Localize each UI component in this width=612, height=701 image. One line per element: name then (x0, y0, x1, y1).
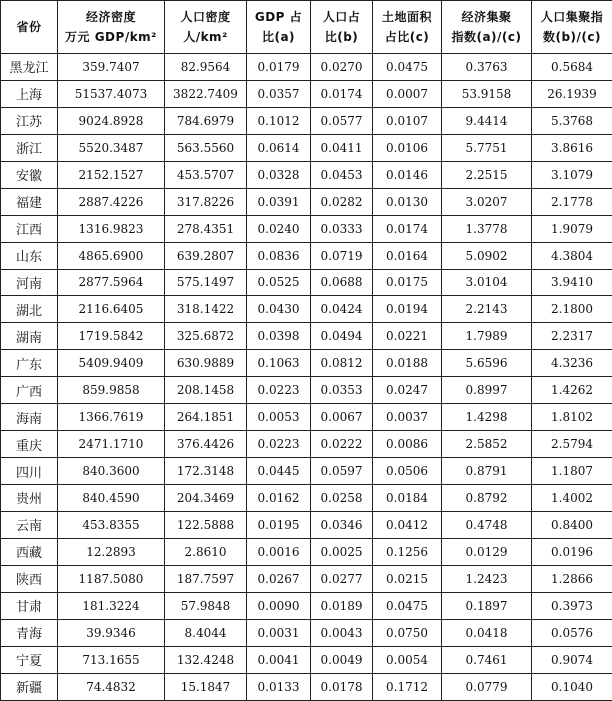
column-header (1, 1, 58, 54)
province-cell: 福建 (1, 188, 58, 215)
table-row (1, 646, 612, 673)
value-cell: 0.0577 (311, 107, 373, 134)
province-cell: 湖南 (1, 323, 58, 350)
value-cell: 5520.3487 (58, 134, 165, 161)
table-row (1, 323, 612, 350)
value-cell: 0.0240 (247, 215, 311, 242)
value-cell: 0.0475 (373, 54, 442, 81)
value-cell: 2.2317 (532, 323, 612, 350)
value-cell: 0.0178 (311, 673, 373, 700)
column-header-line: 比(a) (247, 27, 310, 47)
value-cell: 9.4414 (442, 107, 532, 134)
column-header (165, 1, 247, 54)
value-cell: 0.0453 (311, 161, 373, 188)
province-cell: 湖北 (1, 296, 58, 323)
value-cell: 0.5684 (532, 54, 612, 81)
value-cell: 0.0194 (373, 296, 442, 323)
province-cell: 陕西 (1, 565, 58, 592)
value-cell: 3.1079 (532, 161, 612, 188)
value-cell: 575.1497 (165, 269, 247, 296)
value-cell: 318.1422 (165, 296, 247, 323)
province-cell: 青海 (1, 619, 58, 646)
column-header (58, 1, 165, 54)
value-cell: 5.6596 (442, 350, 532, 377)
value-cell: 1.4298 (442, 404, 532, 431)
value-cell: 208.1458 (165, 377, 247, 404)
value-cell: 453.8355 (58, 511, 165, 538)
value-cell: 5.3768 (532, 107, 612, 134)
value-cell: 5.7751 (442, 134, 532, 161)
province-cell: 江苏 (1, 107, 58, 134)
value-cell: 0.0223 (247, 377, 311, 404)
province-cell: 西藏 (1, 538, 58, 565)
value-cell: 376.4426 (165, 431, 247, 458)
value-cell: 2887.4226 (58, 188, 165, 215)
table-row (1, 511, 612, 538)
value-cell: 0.0221 (373, 323, 442, 350)
column-header-line: 占比(c) (373, 27, 441, 47)
value-cell: 0.0270 (311, 54, 373, 81)
value-cell: 0.0812 (311, 350, 373, 377)
value-cell: 2.5852 (442, 431, 532, 458)
value-cell: 0.0133 (247, 673, 311, 700)
value-cell: 0.0090 (247, 592, 311, 619)
value-cell: 74.4832 (58, 673, 165, 700)
value-cell: 0.0174 (311, 80, 373, 107)
province-cell: 云南 (1, 511, 58, 538)
province-cell: 海南 (1, 404, 58, 431)
table-row (1, 377, 612, 404)
column-header-line: 人/km² (165, 27, 246, 47)
value-cell: 0.0346 (311, 511, 373, 538)
value-cell: 264.1851 (165, 404, 247, 431)
value-cell: 840.4590 (58, 485, 165, 512)
value-cell: 2.8610 (165, 538, 247, 565)
value-cell: 630.9889 (165, 350, 247, 377)
value-cell: 4865.6900 (58, 242, 165, 269)
table-body (1, 54, 612, 701)
value-cell: 3.0207 (442, 188, 532, 215)
province-cell: 宁夏 (1, 646, 58, 673)
value-cell: 1.8102 (532, 404, 612, 431)
table-row (1, 458, 612, 485)
value-cell: 0.0506 (373, 458, 442, 485)
value-cell: 0.0175 (373, 269, 442, 296)
value-cell: 181.3224 (58, 592, 165, 619)
value-cell: 0.0750 (373, 619, 442, 646)
value-cell: 0.0779 (442, 673, 532, 700)
value-cell: 0.1040 (532, 673, 612, 700)
value-cell: 0.0129 (442, 538, 532, 565)
header-row (1, 1, 612, 54)
value-cell: 15.1847 (165, 673, 247, 700)
value-cell: 0.0106 (373, 134, 442, 161)
value-cell: 204.3469 (165, 485, 247, 512)
value-cell: 9024.8928 (58, 107, 165, 134)
column-header-line: 数(b)/(c) (532, 27, 612, 47)
value-cell: 0.0049 (311, 646, 373, 673)
value-cell: 0.0007 (373, 80, 442, 107)
value-cell: 3.0104 (442, 269, 532, 296)
table-header (1, 1, 612, 54)
value-cell: 563.5560 (165, 134, 247, 161)
value-cell: 317.8226 (165, 188, 247, 215)
value-cell: 1.7989 (442, 323, 532, 350)
value-cell: 0.0445 (247, 458, 311, 485)
value-cell: 0.1063 (247, 350, 311, 377)
column-header-line: GDP 占 (247, 7, 310, 27)
value-cell: 2471.1710 (58, 431, 165, 458)
value-cell: 713.1655 (58, 646, 165, 673)
value-cell: 2.1800 (532, 296, 612, 323)
table-row (1, 619, 612, 646)
value-cell: 187.7597 (165, 565, 247, 592)
province-cell: 河南 (1, 269, 58, 296)
value-cell: 3.9410 (532, 269, 612, 296)
table-row (1, 107, 612, 134)
column-header (442, 1, 532, 54)
column-header-line: 人口占 (311, 7, 372, 27)
value-cell: 5409.9409 (58, 350, 165, 377)
table-row (1, 80, 612, 107)
value-cell: 5.0902 (442, 242, 532, 269)
table-row (1, 485, 612, 512)
province-cell: 重庆 (1, 431, 58, 458)
column-header (373, 1, 442, 54)
value-cell: 0.0328 (247, 161, 311, 188)
value-cell: 0.0222 (311, 431, 373, 458)
province-cell: 新疆 (1, 673, 58, 700)
province-cell: 广西 (1, 377, 58, 404)
province-cell: 浙江 (1, 134, 58, 161)
table-row (1, 404, 612, 431)
value-cell: 0.0398 (247, 323, 311, 350)
value-cell: 132.4248 (165, 646, 247, 673)
value-cell: 0.0162 (247, 485, 311, 512)
value-cell: 0.0688 (311, 269, 373, 296)
column-header-line: 人口集聚指 (532, 7, 612, 27)
table-row (1, 188, 612, 215)
column-header (247, 1, 311, 54)
value-cell: 122.5888 (165, 511, 247, 538)
value-cell: 0.0130 (373, 188, 442, 215)
value-cell: 0.0475 (373, 592, 442, 619)
table-row (1, 431, 612, 458)
column-header-line: 经济密度 (58, 7, 164, 27)
value-cell: 0.0836 (247, 242, 311, 269)
value-cell: 4.3236 (532, 350, 612, 377)
table-row (1, 350, 612, 377)
value-cell: 0.0353 (311, 377, 373, 404)
value-cell: 0.0357 (247, 80, 311, 107)
value-cell: 0.1712 (373, 673, 442, 700)
province-cell: 四川 (1, 458, 58, 485)
value-cell: 2.1778 (532, 188, 612, 215)
value-cell: 0.0391 (247, 188, 311, 215)
value-cell: 0.0418 (442, 619, 532, 646)
value-cell: 0.0184 (373, 485, 442, 512)
value-cell: 639.2807 (165, 242, 247, 269)
value-cell: 0.0067 (311, 404, 373, 431)
value-cell: 0.0267 (247, 565, 311, 592)
value-cell: 0.0025 (311, 538, 373, 565)
table-row (1, 161, 612, 188)
value-cell: 1.2423 (442, 565, 532, 592)
value-cell: 0.0189 (311, 592, 373, 619)
value-cell: 0.0054 (373, 646, 442, 673)
value-cell: 0.0277 (311, 565, 373, 592)
value-cell: 0.0179 (247, 54, 311, 81)
column-header-line: 土地面积 (373, 7, 441, 27)
province-cell: 安徽 (1, 161, 58, 188)
column-header (532, 1, 612, 54)
value-cell: 26.1939 (532, 80, 612, 107)
value-cell: 0.0086 (373, 431, 442, 458)
value-cell: 0.0525 (247, 269, 311, 296)
value-cell: 0.8791 (442, 458, 532, 485)
province-cell: 江西 (1, 215, 58, 242)
value-cell: 2116.6405 (58, 296, 165, 323)
value-cell: 0.0333 (311, 215, 373, 242)
value-cell: 1.9079 (532, 215, 612, 242)
value-cell: 0.0107 (373, 107, 442, 134)
value-cell: 1.2866 (532, 565, 612, 592)
column-header-line: 指数(a)/(c) (442, 27, 531, 47)
value-cell: 0.0597 (311, 458, 373, 485)
column-header-line: 省份 (1, 17, 57, 37)
value-cell: 0.3973 (532, 592, 612, 619)
value-cell: 0.0188 (373, 350, 442, 377)
value-cell: 0.0258 (311, 485, 373, 512)
value-cell: 0.0031 (247, 619, 311, 646)
value-cell: 0.0016 (247, 538, 311, 565)
province-cell: 广东 (1, 350, 58, 377)
value-cell: 0.0424 (311, 296, 373, 323)
value-cell: 0.0223 (247, 431, 311, 458)
province-cell: 黑龙江 (1, 54, 58, 81)
value-cell: 53.9158 (442, 80, 532, 107)
value-cell: 0.8997 (442, 377, 532, 404)
value-cell: 0.1897 (442, 592, 532, 619)
value-cell: 0.0412 (373, 511, 442, 538)
value-cell: 2152.1527 (58, 161, 165, 188)
value-cell: 12.2893 (58, 538, 165, 565)
table-row (1, 673, 612, 700)
value-cell: 1719.5842 (58, 323, 165, 350)
value-cell: 0.0215 (373, 565, 442, 592)
value-cell: 2.2515 (442, 161, 532, 188)
value-cell: 0.0146 (373, 161, 442, 188)
value-cell: 453.5707 (165, 161, 247, 188)
column-header-line: 人口密度 (165, 7, 246, 27)
value-cell: 1187.5080 (58, 565, 165, 592)
value-cell: 4.3804 (532, 242, 612, 269)
value-cell: 840.3600 (58, 458, 165, 485)
value-cell: 51537.4073 (58, 80, 165, 107)
province-cell: 上海 (1, 80, 58, 107)
value-cell: 0.0164 (373, 242, 442, 269)
value-cell: 0.8792 (442, 485, 532, 512)
value-cell: 0.0247 (373, 377, 442, 404)
value-cell: 3.8616 (532, 134, 612, 161)
column-header-line: 比(b) (311, 27, 372, 47)
value-cell: 0.0494 (311, 323, 373, 350)
value-cell: 0.0576 (532, 619, 612, 646)
value-cell: 2.2143 (442, 296, 532, 323)
value-cell: 8.4044 (165, 619, 247, 646)
value-cell: 1.3778 (442, 215, 532, 242)
value-cell: 0.3763 (442, 54, 532, 81)
value-cell: 2.5794 (532, 431, 612, 458)
province-cell: 贵州 (1, 485, 58, 512)
value-cell: 82.9564 (165, 54, 247, 81)
value-cell: 0.0614 (247, 134, 311, 161)
value-cell: 0.8400 (532, 511, 612, 538)
value-cell: 3822.7409 (165, 80, 247, 107)
value-cell: 0.0043 (311, 619, 373, 646)
value-cell: 0.1256 (373, 538, 442, 565)
value-cell: 2877.5964 (58, 269, 165, 296)
value-cell: 0.0041 (247, 646, 311, 673)
value-cell: 0.0195 (247, 511, 311, 538)
value-cell: 0.0196 (532, 538, 612, 565)
province-cell: 甘肃 (1, 592, 58, 619)
value-cell: 325.6872 (165, 323, 247, 350)
value-cell: 0.7461 (442, 646, 532, 673)
table-row (1, 269, 612, 296)
value-cell: 1316.9823 (58, 215, 165, 242)
value-cell: 0.9074 (532, 646, 612, 673)
column-header-line: 万元 GDP/km² (58, 27, 164, 47)
table-row (1, 134, 612, 161)
value-cell: 0.0282 (311, 188, 373, 215)
table-row (1, 215, 612, 242)
value-cell: 0.0411 (311, 134, 373, 161)
value-cell: 0.0430 (247, 296, 311, 323)
value-cell: 859.9858 (58, 377, 165, 404)
value-cell: 1.1807 (532, 458, 612, 485)
value-cell: 278.4351 (165, 215, 247, 242)
value-cell: 0.0037 (373, 404, 442, 431)
table-row (1, 242, 612, 269)
value-cell: 0.4748 (442, 511, 532, 538)
value-cell: 1366.7619 (58, 404, 165, 431)
value-cell: 0.0053 (247, 404, 311, 431)
value-cell: 0.0174 (373, 215, 442, 242)
value-cell: 0.0719 (311, 242, 373, 269)
value-cell: 1.4262 (532, 377, 612, 404)
table-row (1, 565, 612, 592)
value-cell: 172.3148 (165, 458, 247, 485)
value-cell: 0.1012 (247, 107, 311, 134)
value-cell: 1.4002 (532, 485, 612, 512)
column-header-line: 经济集聚 (442, 7, 531, 27)
province-cell: 山东 (1, 242, 58, 269)
value-cell: 359.7407 (58, 54, 165, 81)
table-row (1, 592, 612, 619)
table-row (1, 54, 612, 81)
value-cell: 784.6979 (165, 107, 247, 134)
table-row (1, 296, 612, 323)
value-cell: 39.9346 (58, 619, 165, 646)
column-header (311, 1, 373, 54)
table-row (1, 538, 612, 565)
value-cell: 57.9848 (165, 592, 247, 619)
